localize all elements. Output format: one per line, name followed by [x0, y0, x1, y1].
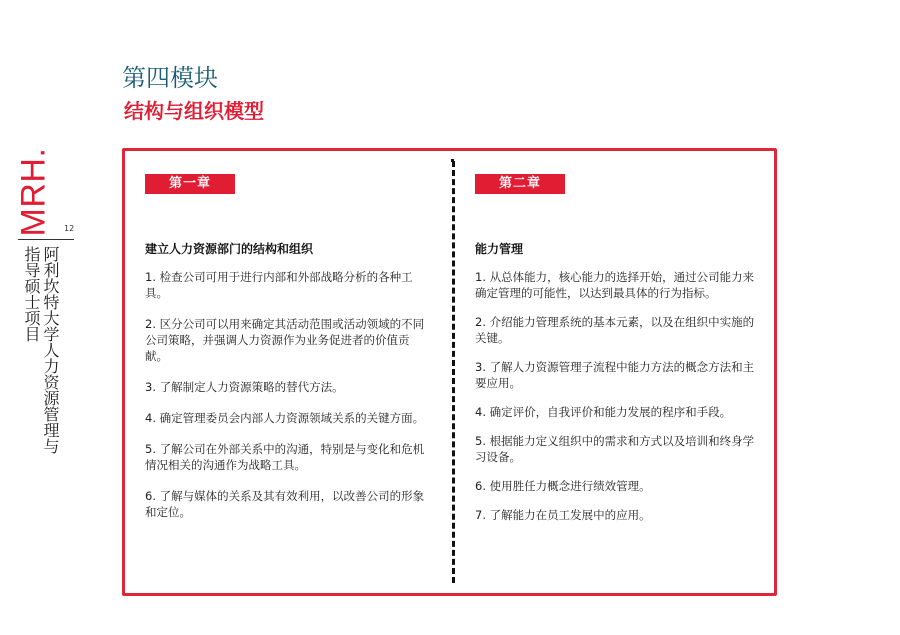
list-item: 2. 区分公司可以用来确定其活动范围或活动领域的不同公司策略，并强调人力资源作为业务促进者的价值贡献。 — [145, 317, 425, 363]
chapter-1-heading: 建立人力资源部门的结构和组织 — [145, 242, 314, 256]
list-item: 5. 了解公司在外部关系中的沟通，特别是与变化和危机情况相关的沟通作为战略工具。 — [145, 442, 425, 472]
list-item: 3. 了解人力资源管理子流程中能力方法的概念方法和主要应用。 — [475, 360, 755, 390]
brand-divider — [18, 239, 74, 240]
list-item: 1. 从总体能力，核心能力的选择开始，通过公司能力来确定管理的可能性，以达到最具体的行为指标。 — [475, 270, 755, 300]
list-item: 3. 了解制定人力资源策略的替代方法。 — [145, 380, 344, 394]
column-divider — [452, 161, 455, 583]
chapter-2-list — [475, 269, 755, 536]
list-item: 6. 了解与媒体的关系及其有效利用，以改善公司的形象和定位。 — [145, 489, 425, 519]
list-item: 6. 使用胜任力概念进行绩效管理。 — [475, 479, 651, 493]
mrh-logo — [14, 147, 54, 237]
chapter-1-list — [145, 269, 425, 535]
chapter-2-tag: 第二章 — [475, 174, 565, 194]
list-item: 1. 检查公司可用于进行内部和外部战略分析的各种工具。 — [145, 270, 413, 300]
page-number: 12 — [64, 224, 75, 233]
program-name: 阿利坎特大学人力资源管理与指导硕士项目 — [22, 246, 60, 454]
list-item: 5. 根据能力定义组织中的需求和方式以及培训和终身学习设备。 — [475, 434, 755, 464]
module-subtitle: 结构与组织模型 — [124, 99, 264, 123]
list-item: 4. 确定管理委员会内部人力资源领域关系的关键方面。 — [145, 411, 425, 425]
logo-text: MRH. — [14, 147, 53, 237]
list-item: 2. 介绍能力管理系统的基本元素，以及在组织中实施的关键。 — [475, 315, 755, 345]
list-item: 4. 确定评价，自我评价和能力发展的程序和手段。 — [475, 405, 732, 419]
content-frame — [122, 148, 777, 596]
list-item: 7. 了解能力在员工发展中的应用。 — [475, 508, 651, 522]
module-title: 第四模块 — [122, 64, 218, 92]
chapter-1-tag: 第一章 — [145, 174, 235, 194]
chapter-2-heading: 能力管理 — [475, 242, 524, 256]
